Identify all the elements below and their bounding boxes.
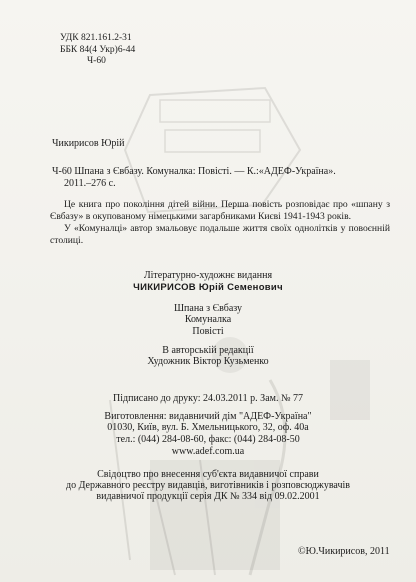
publisher-address: 01030, Київ, вул. Б. Хмельницького, 32, оф. 40а <box>107 422 309 433</box>
certificate-line-2: до Державного реєстру видавців, виготівників і розповсюджувачів <box>66 480 350 491</box>
copyright-notice: ©Ю.Чикирисов, 2011 <box>298 546 390 557</box>
artist-credit: Художник Віктор Кузьменко <box>147 356 269 367</box>
bbk-code: ББК 84(4 Укр)6-44 <box>60 44 136 55</box>
book-genre: Повісті <box>192 326 224 337</box>
certificate-line-3: видавничої продукції серія ДК № 334 від 09.02.2001 <box>96 491 320 502</box>
publisher-name: Виготовлення: видавничий дім "АДЕФ-Україна" <box>104 411 312 422</box>
edition-type: Літературно-художнє видання <box>143 270 273 281</box>
bib-record-line1: Ч-60 Шпана з Євбазу. Комуналка: Повісті. — К.:«АДЕФ-Україна». <box>52 166 336 177</box>
editorial-note: В авторській редакції <box>162 345 254 356</box>
annotation-paragraph-1: Це книга про покоління дітей війни. Перша повість розповідає про «шпану з Євбазу» в окупованому німецькими загарбниками Києві 1941-1943 років. <box>50 199 390 222</box>
author-heading: Чикирисов Юрій <box>52 138 125 149</box>
annotation <box>50 199 390 247</box>
classification-codes <box>60 33 135 68</box>
publisher-phone: тел.: (044) 284-08-60, факс: (044) 284-08-50 <box>116 434 300 445</box>
certificate-line-1: Свідоцтво про внесення суб'єкта видавничої справи <box>97 469 319 480</box>
udk-code: УДК 821.161.2-31 <box>60 33 132 43</box>
book-title-1: Шпана з Євбазу <box>173 303 243 314</box>
publisher-website: www.adef.com.ua <box>171 446 245 457</box>
bib-record-line2: 2011.–276 с. <box>64 178 116 189</box>
book-title-2: Комуналка <box>184 314 232 325</box>
bibliographic-record <box>52 166 336 190</box>
author-full-name: ЧИКИРИСОВ Юрій Семенович <box>133 282 283 293</box>
annotation-paragraph-2: У «Комуналці» автор змальовує подальше життя своїх однолітків у повоєнній столиці. <box>50 223 390 246</box>
print-date: Підписано до друку: 24.03.2011 р. Зам. № 77 <box>113 393 303 404</box>
author-mark: Ч-60 <box>87 56 106 66</box>
